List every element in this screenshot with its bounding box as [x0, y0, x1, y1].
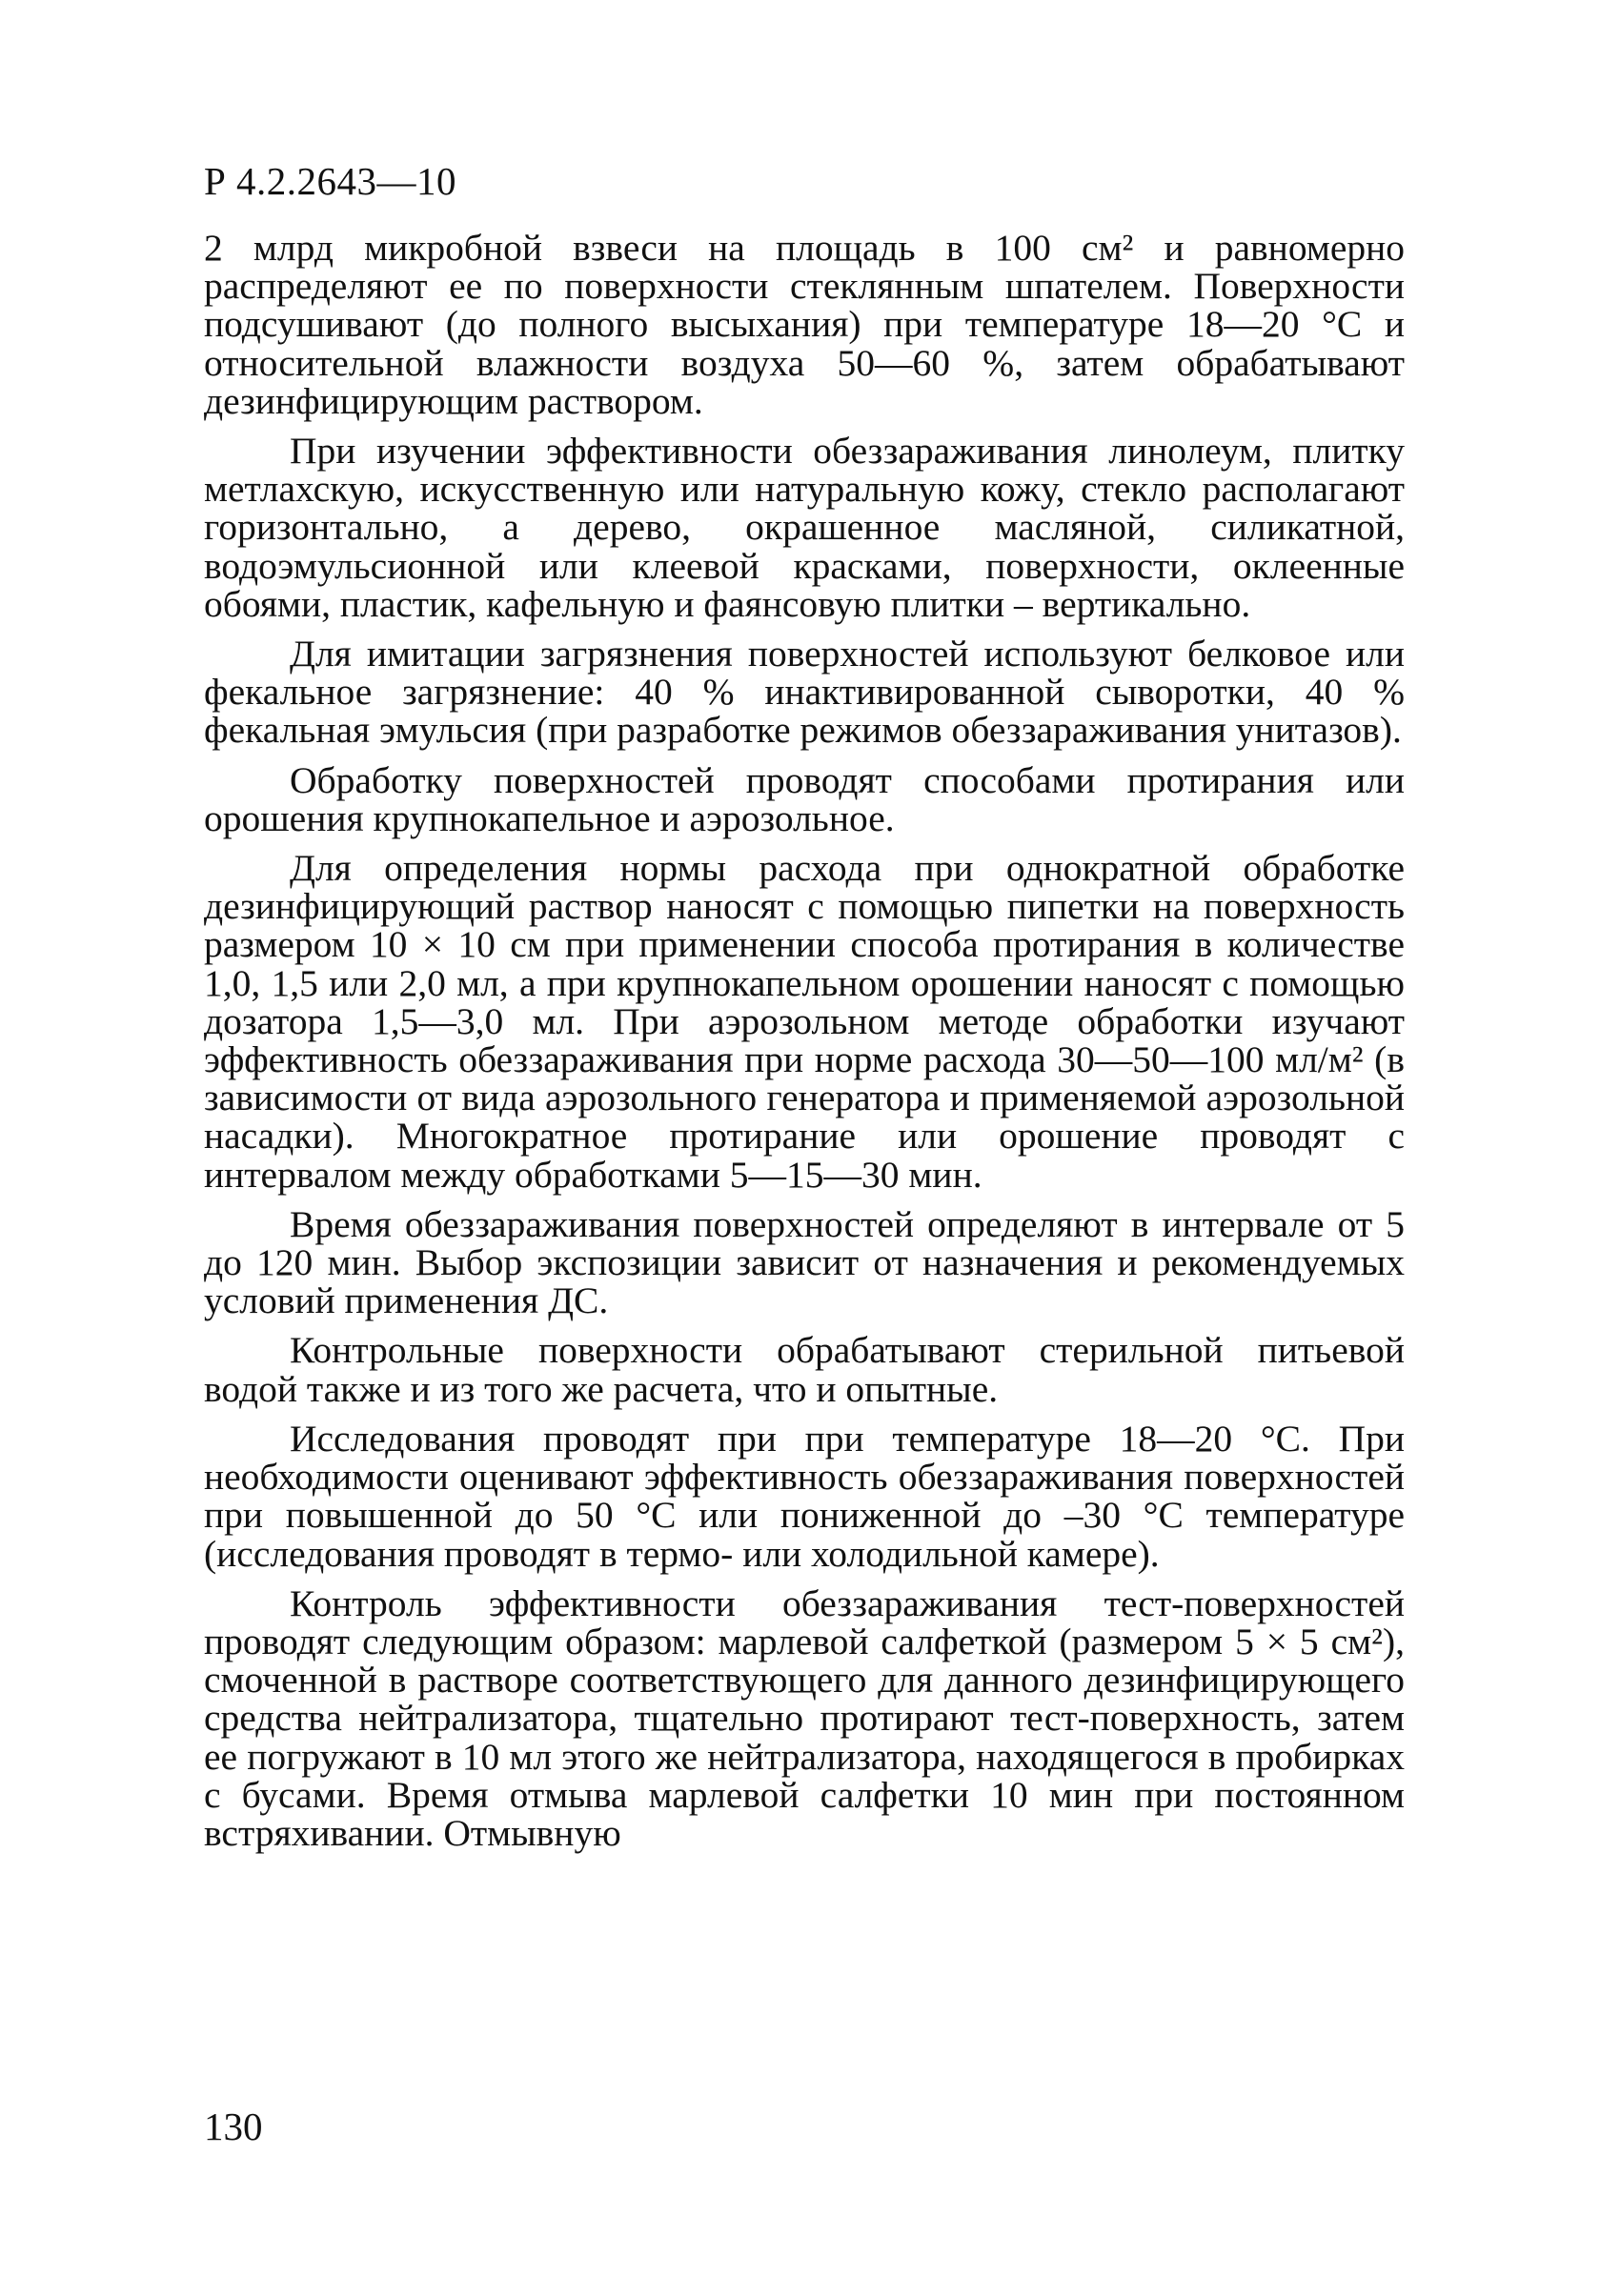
document-body [204, 229, 1405, 1863]
paragraph-1: 2 млрд микробной взвеси на площадь в 100 см² и равномерно распределяют ее по поверхности стеклянным шпателем. Поверхности подсушивают (до полного высыхания) при температуре 18—20 °С и относительной влажности воздуха 50—60 %, затем обрабатывают дезинфицирующим раствором. [204, 227, 1405, 422]
paragraph-8: Исследования проводят при при температуре 18—20 °С. При необходимости оценивают эффективность обеззараживания поверхностей при повышенной до 50 °С или пониженной до –30 °С температуре (исследования проводят в термо- или холодильной камере). [204, 1417, 1405, 1575]
paragraph-7: Контрольные поверхности обрабатывают стерильной питьевой водой также и из того же расчета, что и опытные. [204, 1329, 1405, 1410]
paragraph-5: Для определения нормы расхода при однократной обработке дезинфицирующий раствор наносят с помощью пипетки на поверхность размером 10 × 10 см при применении способа протирания в количестве 1,0, 1,5 или 2,0 мл, а при крупнокапельном орошении наносят с помощью дозатора 1,5—3,0 мл. При аэрозольном методе обработки изучают эффективность обеззараживания при норме расхода 30—50—100 мл/м² (в зависимости от вида аэрозольного генератора и применяемой аэрозольной насадки). Многократное протирание или орошение проводят с интервалом между обработками 5—15—30 мин. [204, 847, 1405, 1196]
paragraph-6: Время обеззараживания поверхностей определяют в интервале от 5 до 120 мин. Выбор экспозиции зависит от назначения и рекомендуемых условий применения ДС. [204, 1202, 1405, 1322]
page-number: 130 [204, 2105, 263, 2148]
paragraph-9: Контроль эффективности обеззараживания тест-поверхностей проводят следующим образом: марлевой салфеткой (размером 5 × 5 см²), смоченной в растворе соответствующего для данного дезинфицирующего средства нейтрализатора, тщательно протирают тест-поверхность, затем ее погружают в 10 мл этого же нейтрализатора, находящегося в пробирках с бусами. Время отмыва марлевой салфетки 10 мин при постоянном встряхивании. Отмывную [204, 1581, 1405, 1854]
document-code-header: Р 4.2.2643—10 [204, 159, 457, 203]
paragraph-2: При изучении эффективности обеззараживания линолеум, плитку метлахскую, искусственную или натуральную кожу, стекло располагают горизонтально, а дерево, окрашенное масляной, силикатной, водоэмульсионной или клеевой красками, поверхности, оклеенные обоями, пластик, кафельную и фаянсовую плитки – вертикально. [204, 430, 1405, 625]
paragraph-3: Для имитации загрязнения поверхностей используют белковое или фекальное загрязнение: 40 % инактивированной сыворотки, 40 % фекальная эмульсия (при разработке режимов обеззараживания унитазов). [204, 633, 1405, 752]
paragraph-4: Обработку поверхностей проводят способами протирания или орошения крупнокапельное и аэрозольное. [204, 758, 1405, 839]
